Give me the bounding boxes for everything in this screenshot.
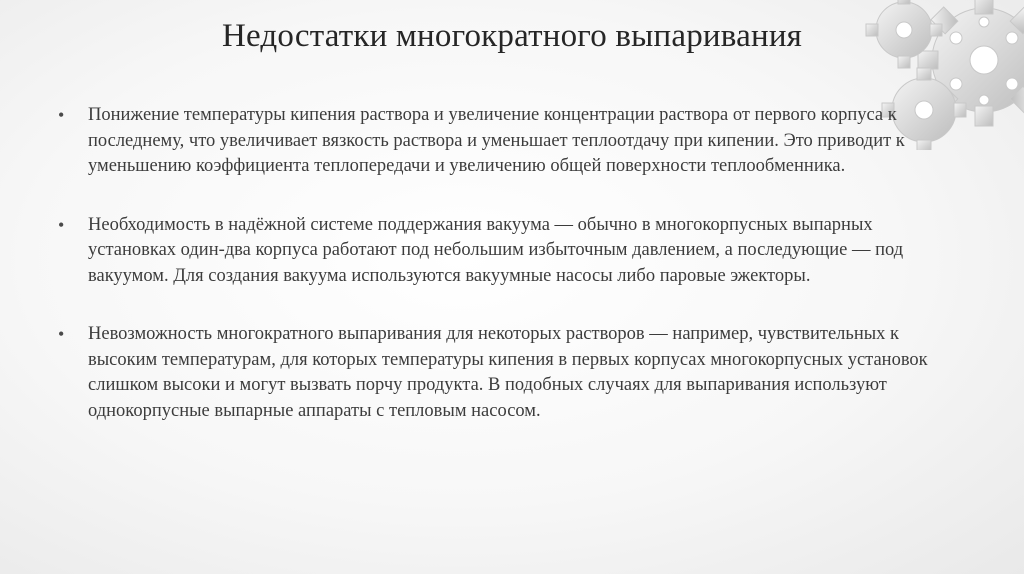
slide-title: Недостатки многократного выпаривания xyxy=(221,18,803,54)
bullet-marker: • xyxy=(58,324,65,344)
bullet-marker: • xyxy=(58,105,65,125)
bullet-text: Невозможность многократного выпаривания для некоторых растворов — например, чувствительных к высоким температурам, для которых температуры кипения в первых корпусах многокорпусных установок слишком высоки и могут вызвать порчу продукта. В подобных случаях для выпаривания используют однокорпусные выпарные аппараты с тепловым насосом. xyxy=(88,324,928,421)
bullet-marker: • xyxy=(58,214,65,235)
bullet-item xyxy=(58,322,958,424)
bullet-item xyxy=(58,213,958,290)
bullet-item xyxy=(58,103,958,180)
bullet-text: Понижение температуры кипения раствора и увеличение концентрации раствора от первого корпуса к последнему, что увеличивает вязкость раствора и уменьшает теплоотдачу при кипении. Это приводит к уменьшению коэффициента теплопередачи и увеличению общей поверхности теплообменника. xyxy=(88,105,905,176)
bullet-list xyxy=(58,103,958,424)
bullet-text: Необходимость в надёжной системе поддержания вакуума — обычно в многокорпусных выпарных установках один-два корпуса работают под небольшим избыточным давлением, а последующие — под вакуумом. Для создания вакуума используются вакуумные насосы либо паровые эжекторы. xyxy=(88,214,904,286)
